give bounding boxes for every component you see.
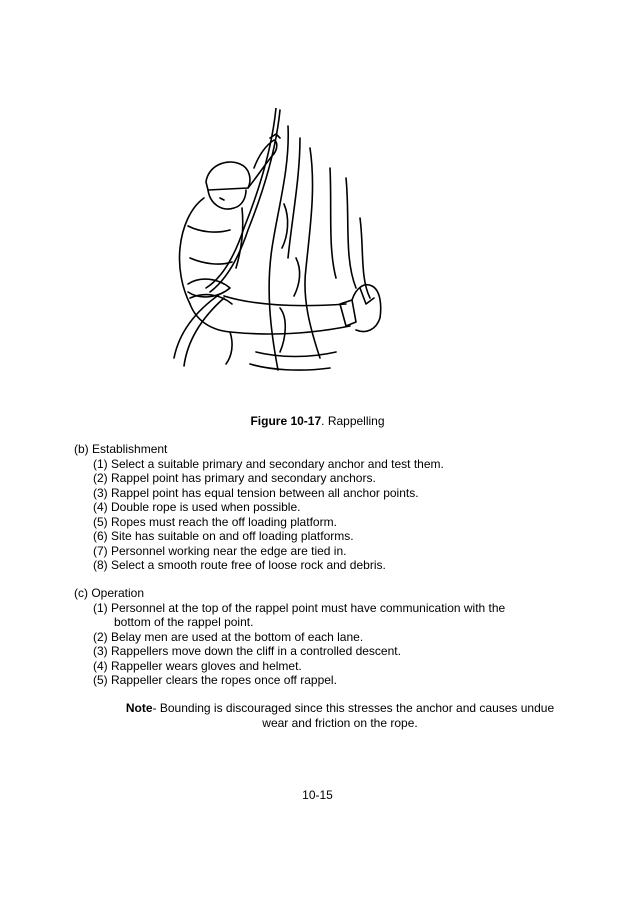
figure-number: Figure 10-17 (250, 414, 322, 428)
list-item: (4) Rappeller wears gloves and helmet. (93, 658, 302, 673)
list-item: (2) Rappel point has primary and secondary anchors. (93, 471, 376, 485)
note-label: Note (125, 701, 153, 715)
list-item: (4) Double rope is used when possible. (93, 500, 301, 514)
list-item: (2) Belay men are used at the bottom of each lane. (93, 629, 364, 644)
list-item: (8) Select a smooth route free of loose rock and debris. (93, 558, 386, 572)
list-item: (5) Rappeller clears the ropes once off rappel. (93, 673, 337, 687)
operation-section (74, 586, 505, 688)
list-item: (5) Ropes must reach the off loading platform. (93, 514, 337, 529)
note-block (110, 701, 570, 731)
operation-heading: (c) Operation (74, 586, 145, 600)
list-item: (3) Rappellers move down the cliff in a controlled descent. (93, 644, 401, 658)
list-item: (3) Rappel point has equal tension between all anchor points. (93, 485, 419, 500)
note-text-line2: wear and friction on the rope. (262, 716, 418, 730)
figure-caption (0, 414, 635, 428)
list-item-continuation: bottom of the rappel point. (114, 615, 254, 629)
establishment-heading: (b) Establishment (74, 442, 168, 456)
establishment-section (74, 442, 444, 573)
rappelling-figure-illustration (160, 108, 390, 378)
list-item: (1) Select a suitable primary and secondary anchor and test them. (93, 456, 444, 471)
note-text-line1: - Bounding is discouraged since this stresses the anchor and causes undue (152, 701, 555, 715)
list-item: (1) Personnel at the top of the rappel point must have communication with the (93, 600, 506, 615)
list-item: (6) Site has suitable on and off loading platforms. (93, 529, 354, 543)
page-number: 10-15 (302, 788, 333, 802)
list-item: (7) Personnel working near the edge are tied in. (93, 543, 347, 558)
figure-title: . Rappelling (321, 414, 385, 428)
